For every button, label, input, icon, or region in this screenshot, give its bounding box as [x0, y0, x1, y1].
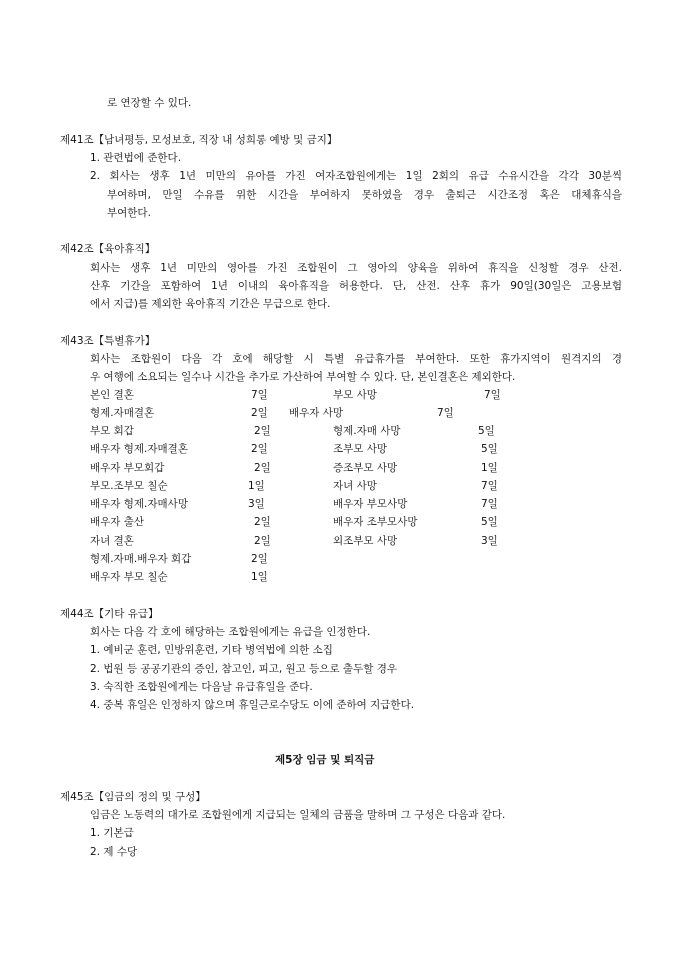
leave-days: 2일	[251, 553, 268, 565]
leave-name: 배우자 사망	[289, 407, 344, 419]
article-45-line-1: 임금은 노동력의 대가로 조합원에게 지급되는 일체의 금품을 말하며 그 구성은 다음과 같다.	[90, 809, 506, 821]
leave-name: 배우자 출산	[90, 516, 145, 528]
article-44-heading: 제44조【기타 유급】	[60, 608, 159, 620]
article-43-heading: 제43조【특별휴가】	[60, 335, 156, 347]
leave-days: 3일	[248, 498, 265, 510]
leave-name: 조부모 사망	[333, 443, 388, 455]
article-44-item-4: 4. 중복 휴일은 인정하지 않으며 휴일근로수당도 이에 준하여 지급한다.	[90, 699, 415, 711]
leave-days: 5일	[478, 425, 495, 437]
article-45-item-1: 1. 기본급	[90, 827, 134, 839]
leave-name: 배우자 부모사망	[333, 498, 408, 510]
article-44-item-3: 3. 숙직한 조합원에게는 다음날 유급휴일을 준다.	[90, 681, 313, 693]
leave-name: 부모 사망	[333, 389, 377, 401]
leave-days: 7일	[481, 498, 498, 510]
article-43-line-1: 회사는 조합원이 다음 각 호에 해당할 시 특별 유급휴가를 부여한다. 또한 휴가지역이 원격지의 경	[90, 353, 622, 365]
article-42-line-2: 산후 기간을 포함하여 1년 이내의 육아휴직을 허용한다. 단, 산전. 산후 휴가 90일(30일은 고용보험	[90, 280, 622, 292]
leave-name: 외조부모 사망	[333, 535, 398, 547]
leave-days: 7일	[251, 389, 268, 401]
leave-days: 7일	[481, 480, 498, 492]
article-42-line-3: 에서 지급)를 제외한 육아휴직 기간은 무급으로 한다.	[90, 298, 331, 310]
leave-days: 2일	[251, 443, 268, 455]
leave-name: 배우자 형제.자매결혼	[90, 443, 188, 455]
leave-days: 3일	[481, 535, 498, 547]
leave-name: 배우자 조부모사망	[333, 516, 418, 528]
leave-days: 2일	[254, 425, 271, 437]
leave-name: 증조부모 사망	[333, 462, 398, 474]
leave-name: 배우자 부모회갑	[90, 462, 165, 474]
leave-days: 5일	[481, 443, 498, 455]
leave-days: 2일	[254, 462, 271, 474]
leave-name: 배우자 형제.자매사망	[90, 498, 188, 510]
leave-name: 자녀 결혼	[90, 535, 134, 547]
leave-days: 5일	[481, 516, 498, 528]
article-45-heading: 제45조【임금의 정의 및 구성】	[60, 791, 206, 803]
leave-name: 형제.자매.배우자 회갑	[90, 553, 192, 565]
leave-days: 1일	[251, 571, 268, 583]
leave-days: 2일	[251, 407, 268, 419]
article-41-item-2-line-2: 부여하며, 만일 수유를 위한 시간을 부여하지 못하였을 경우 출퇴근 시간조정 혹은 대체휴식을	[107, 189, 622, 201]
article-41-item-2-line-1: 2. 회사는 생후 1년 미만의 유아를 가진 여자조합원에게는 1일 2회의 유급 수유시간을 각각 30분씩	[90, 170, 622, 182]
leave-days: 2일	[254, 516, 271, 528]
article-42-line-1: 회사는 생후 1년 미만의 영아를 가진 조합원이 그 영아의 양육을 위하여 휴직을 신청할 경우 산전.	[90, 262, 622, 274]
leave-name: 부모.조부모 칠순	[90, 480, 168, 492]
leave-name: 형제.자매결혼	[90, 407, 155, 419]
leave-name: 부모 회갑	[90, 425, 134, 437]
article-44-line-1: 회사는 다음 각 호에 해당하는 조합원에게는 유급을 인정한다.	[90, 626, 371, 638]
leave-days: 2일	[254, 535, 271, 547]
leave-name: 자녀 사망	[333, 480, 377, 492]
leave-days: 1일	[481, 462, 498, 474]
leave-name: 형제.자매 사망	[333, 425, 401, 437]
article-42-heading: 제42조【육아휴직】	[60, 243, 156, 255]
article-43-line-2: 우 여행에 소요되는 일수나 시간을 추가로 가산하여 부여할 수 있다. 단, 본인결혼은 제외한다.	[90, 371, 516, 383]
article-44-item-1: 1. 예비군 훈련, 민방위훈련, 기타 병역법에 의한 소집	[90, 644, 333, 656]
leave-name: 배우자 부모 칠순	[90, 571, 168, 583]
leave-days: 1일	[248, 480, 265, 492]
leave-days: 7일	[437, 407, 454, 419]
intro-line: 로 연장할 수 있다.	[107, 97, 192, 109]
leave-name: 본인 결혼	[90, 389, 134, 401]
leave-days: 7일	[484, 389, 501, 401]
article-41-item-1: 1. 관련법에 준한다.	[90, 152, 182, 164]
article-41-item-2-line-3: 부여한다.	[107, 207, 151, 219]
article-41-heading: 제41조【남녀평등, 모성보호, 직장 내 성희롱 예방 및 금지】	[60, 134, 338, 146]
article-44-item-2: 2. 법원 등 공공기관의 증인, 참고인, 피고, 원고 등으로 출두할 경우	[90, 663, 397, 675]
article-45-item-2: 2. 제 수당	[90, 846, 138, 858]
chapter-5-title: 제5장 임금 및 퇴직금	[275, 754, 375, 766]
